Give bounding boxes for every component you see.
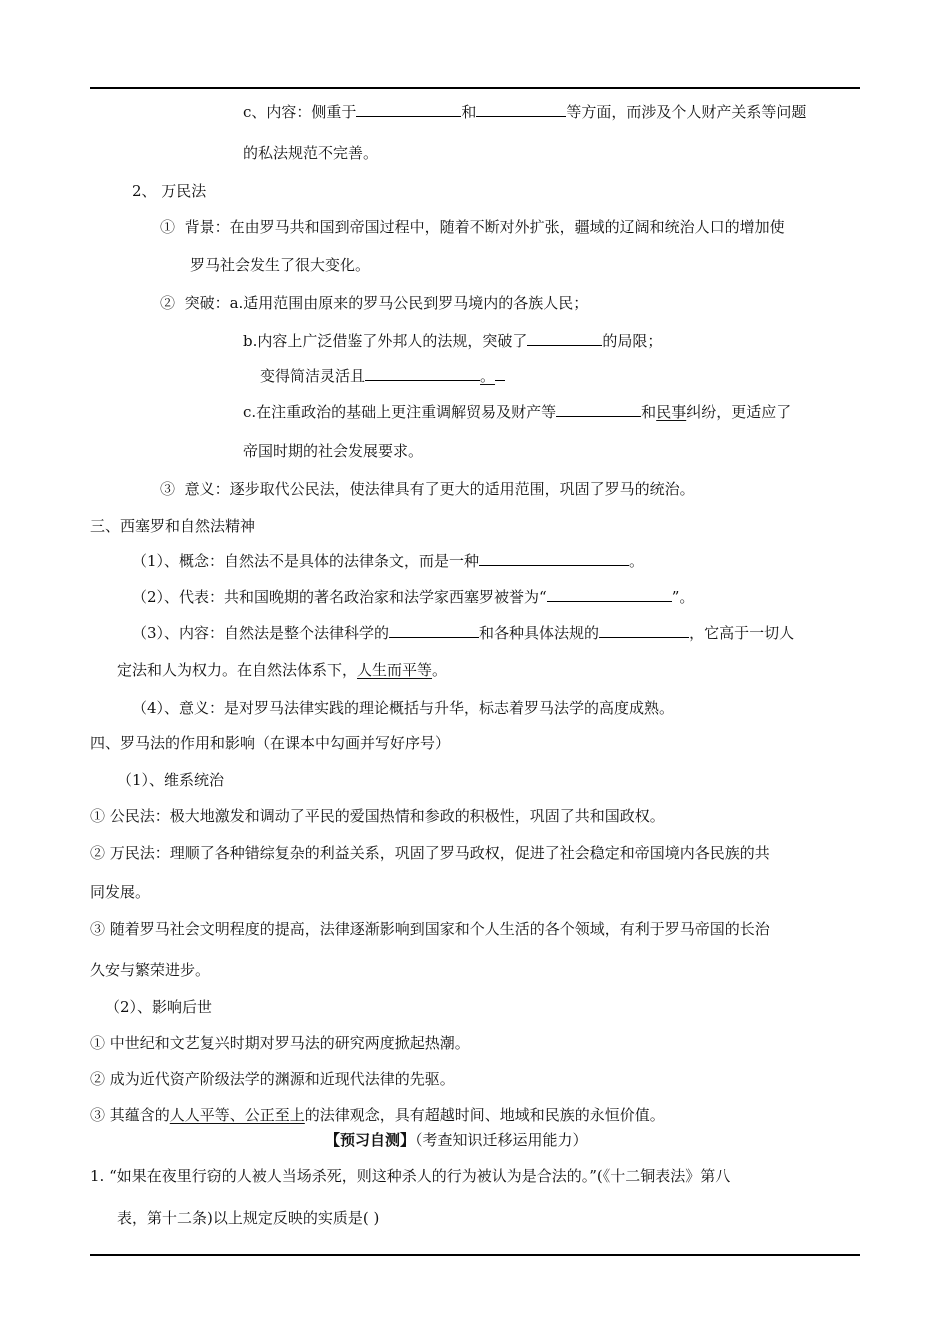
fill-blank[interactable] — [599, 622, 689, 638]
c-content-cont: 的私法规范不完善。 — [243, 144, 379, 162]
top-rule — [90, 87, 860, 89]
s3-concept — [132, 550, 644, 571]
fill-blank[interactable] — [547, 586, 672, 602]
circled-number: ② — [160, 294, 176, 312]
text: c.在注重政治的基础上更注重调解贸易及财产等 — [243, 403, 557, 421]
text: 背景：在由罗马共和国到帝国过程中，随着不断对外扩张，疆域的辽阔和统治人口的增加使 — [184, 218, 785, 236]
text: 突破：a.适用范围由原来的罗马公民到罗马境内的各族人民； — [184, 294, 589, 312]
s3-significance: （4）、意义：是对罗马法律实践的理论概括与升华，标志着罗马法学的高度成熟。 — [132, 699, 675, 717]
s4-1-b-cont: 同发展。 — [90, 883, 151, 901]
text: 。 — [432, 661, 448, 679]
text: （1）、概念：自然法不是具体的法律条文，而是一种 — [132, 552, 480, 570]
section-4-title: 四、罗马法的作用和影响（在课本中勾画并写好序号） — [90, 734, 451, 752]
text: （3）、内容：自然法是整个法律科学的 — [132, 624, 390, 642]
fill-blank[interactable] — [556, 401, 641, 417]
text: 意义：逐步取代公民法，使法律具有了更大的适用范围，巩固了罗马的统治。 — [184, 480, 695, 498]
text: 和 — [641, 403, 657, 421]
text: b.内容上广泛借鉴了外邦人的法规，突破了 — [243, 332, 528, 350]
s4-2-b: ② 成为近代资产阶级法学的渊源和近现代法律的先驱。 — [90, 1070, 455, 1088]
fill-blank[interactable] — [479, 550, 629, 566]
underlined-term: 人生而平等 — [357, 661, 433, 679]
text: 纠纷，更适应了 — [686, 403, 792, 421]
background-line — [160, 217, 785, 237]
s4-2-a: ① 中世纪和文艺复兴时期对罗马法的研究两度掀起热潮。 — [90, 1034, 470, 1052]
section-3-title: 三、西塞罗和自然法精神 — [90, 517, 256, 535]
text: c、内容：侧重于 — [243, 103, 357, 121]
fill-blank[interactable] — [476, 101, 566, 117]
text: 的法律观念，具有超越时间、地域和民族的永恒价值。 — [304, 1106, 665, 1124]
breakthrough-c — [243, 401, 791, 422]
underlined-term: 民事 — [656, 403, 687, 421]
c-content-line — [243, 101, 806, 122]
background-cont: 罗马社会发生了很大变化。 — [190, 256, 371, 274]
text: ③ 其蕴含的 — [90, 1106, 170, 1124]
text: 等方面，而涉及个人财产关系等问题 — [566, 103, 807, 121]
text: 定法和人为权力。在自然法体系下， — [117, 661, 358, 679]
heading: 【预习自测】 — [325, 1131, 416, 1149]
text: 。 — [480, 367, 496, 385]
bottom-rule — [90, 1254, 860, 1256]
text: 变得简洁灵活且 — [260, 367, 366, 385]
fill-blank[interactable] — [356, 101, 461, 117]
section-2-title: 2、 万民法 — [132, 182, 207, 200]
text: （考查知识迁移运用能力） — [415, 1131, 588, 1149]
s3-representative — [132, 586, 694, 607]
s4-2-c — [90, 1105, 665, 1125]
breakthrough-b-cont — [260, 365, 505, 386]
s4-1-c-cont: 久安与繁荣进步。 — [90, 961, 211, 979]
fill-blank[interactable] — [527, 330, 602, 346]
significance-line — [160, 479, 695, 499]
s4-1-b: ② 万民法：理顺了各种错综复杂的利益关系，巩固了罗马政权，促进了社会稳定和帝国境内各民族的共 — [90, 844, 770, 862]
breakthrough-c-cont: 帝国时期的社会发展要求。 — [243, 442, 424, 460]
circled-number: ③ — [160, 480, 176, 498]
s3-content-cont — [117, 660, 447, 680]
text: 和各种具体法规的 — [479, 624, 600, 642]
s4-sub-2: （2）、影响后世 — [105, 998, 213, 1016]
underline — [495, 365, 505, 381]
text: ，它高于一切人 — [689, 624, 795, 642]
underlined-term: 人人平等、公正至上 — [169, 1106, 305, 1124]
text: （2）、代表：共和国晚期的著名政治家和法学家西塞罗被誉为“ — [132, 588, 547, 606]
breakthrough-a — [160, 293, 588, 313]
text: ”。 — [671, 588, 695, 606]
text: 的局限； — [602, 332, 663, 350]
question-1-cont: 表，第十二条)以上规定反映的实质是( ) — [117, 1209, 380, 1227]
fill-blank[interactable] — [389, 622, 479, 638]
s4-sub-1: （1）、维系统治 — [117, 771, 225, 789]
preview-test-heading — [325, 1130, 588, 1150]
circled-number: ① — [160, 218, 176, 236]
fill-blank[interactable] — [365, 365, 480, 381]
s4-1-a: ① 公民法：极大地激发和调动了平民的爱国热情和参政的积极性，巩固了共和国政权。 — [90, 807, 665, 825]
text: 和 — [461, 103, 477, 121]
s3-content — [132, 622, 794, 643]
question-1: 1. “如果在夜里行窃的人被人当场杀死，则这种杀人的行为被认为是合法的。”(《十二铜表法》第八 — [90, 1167, 731, 1185]
text: 。 — [629, 552, 645, 570]
breakthrough-b — [243, 330, 662, 351]
s4-1-c: ③ 随着罗马社会文明程度的提高，法律逐渐影响到国家和个人生活的各个领域，有利于罗马帝国的长治 — [90, 920, 770, 938]
